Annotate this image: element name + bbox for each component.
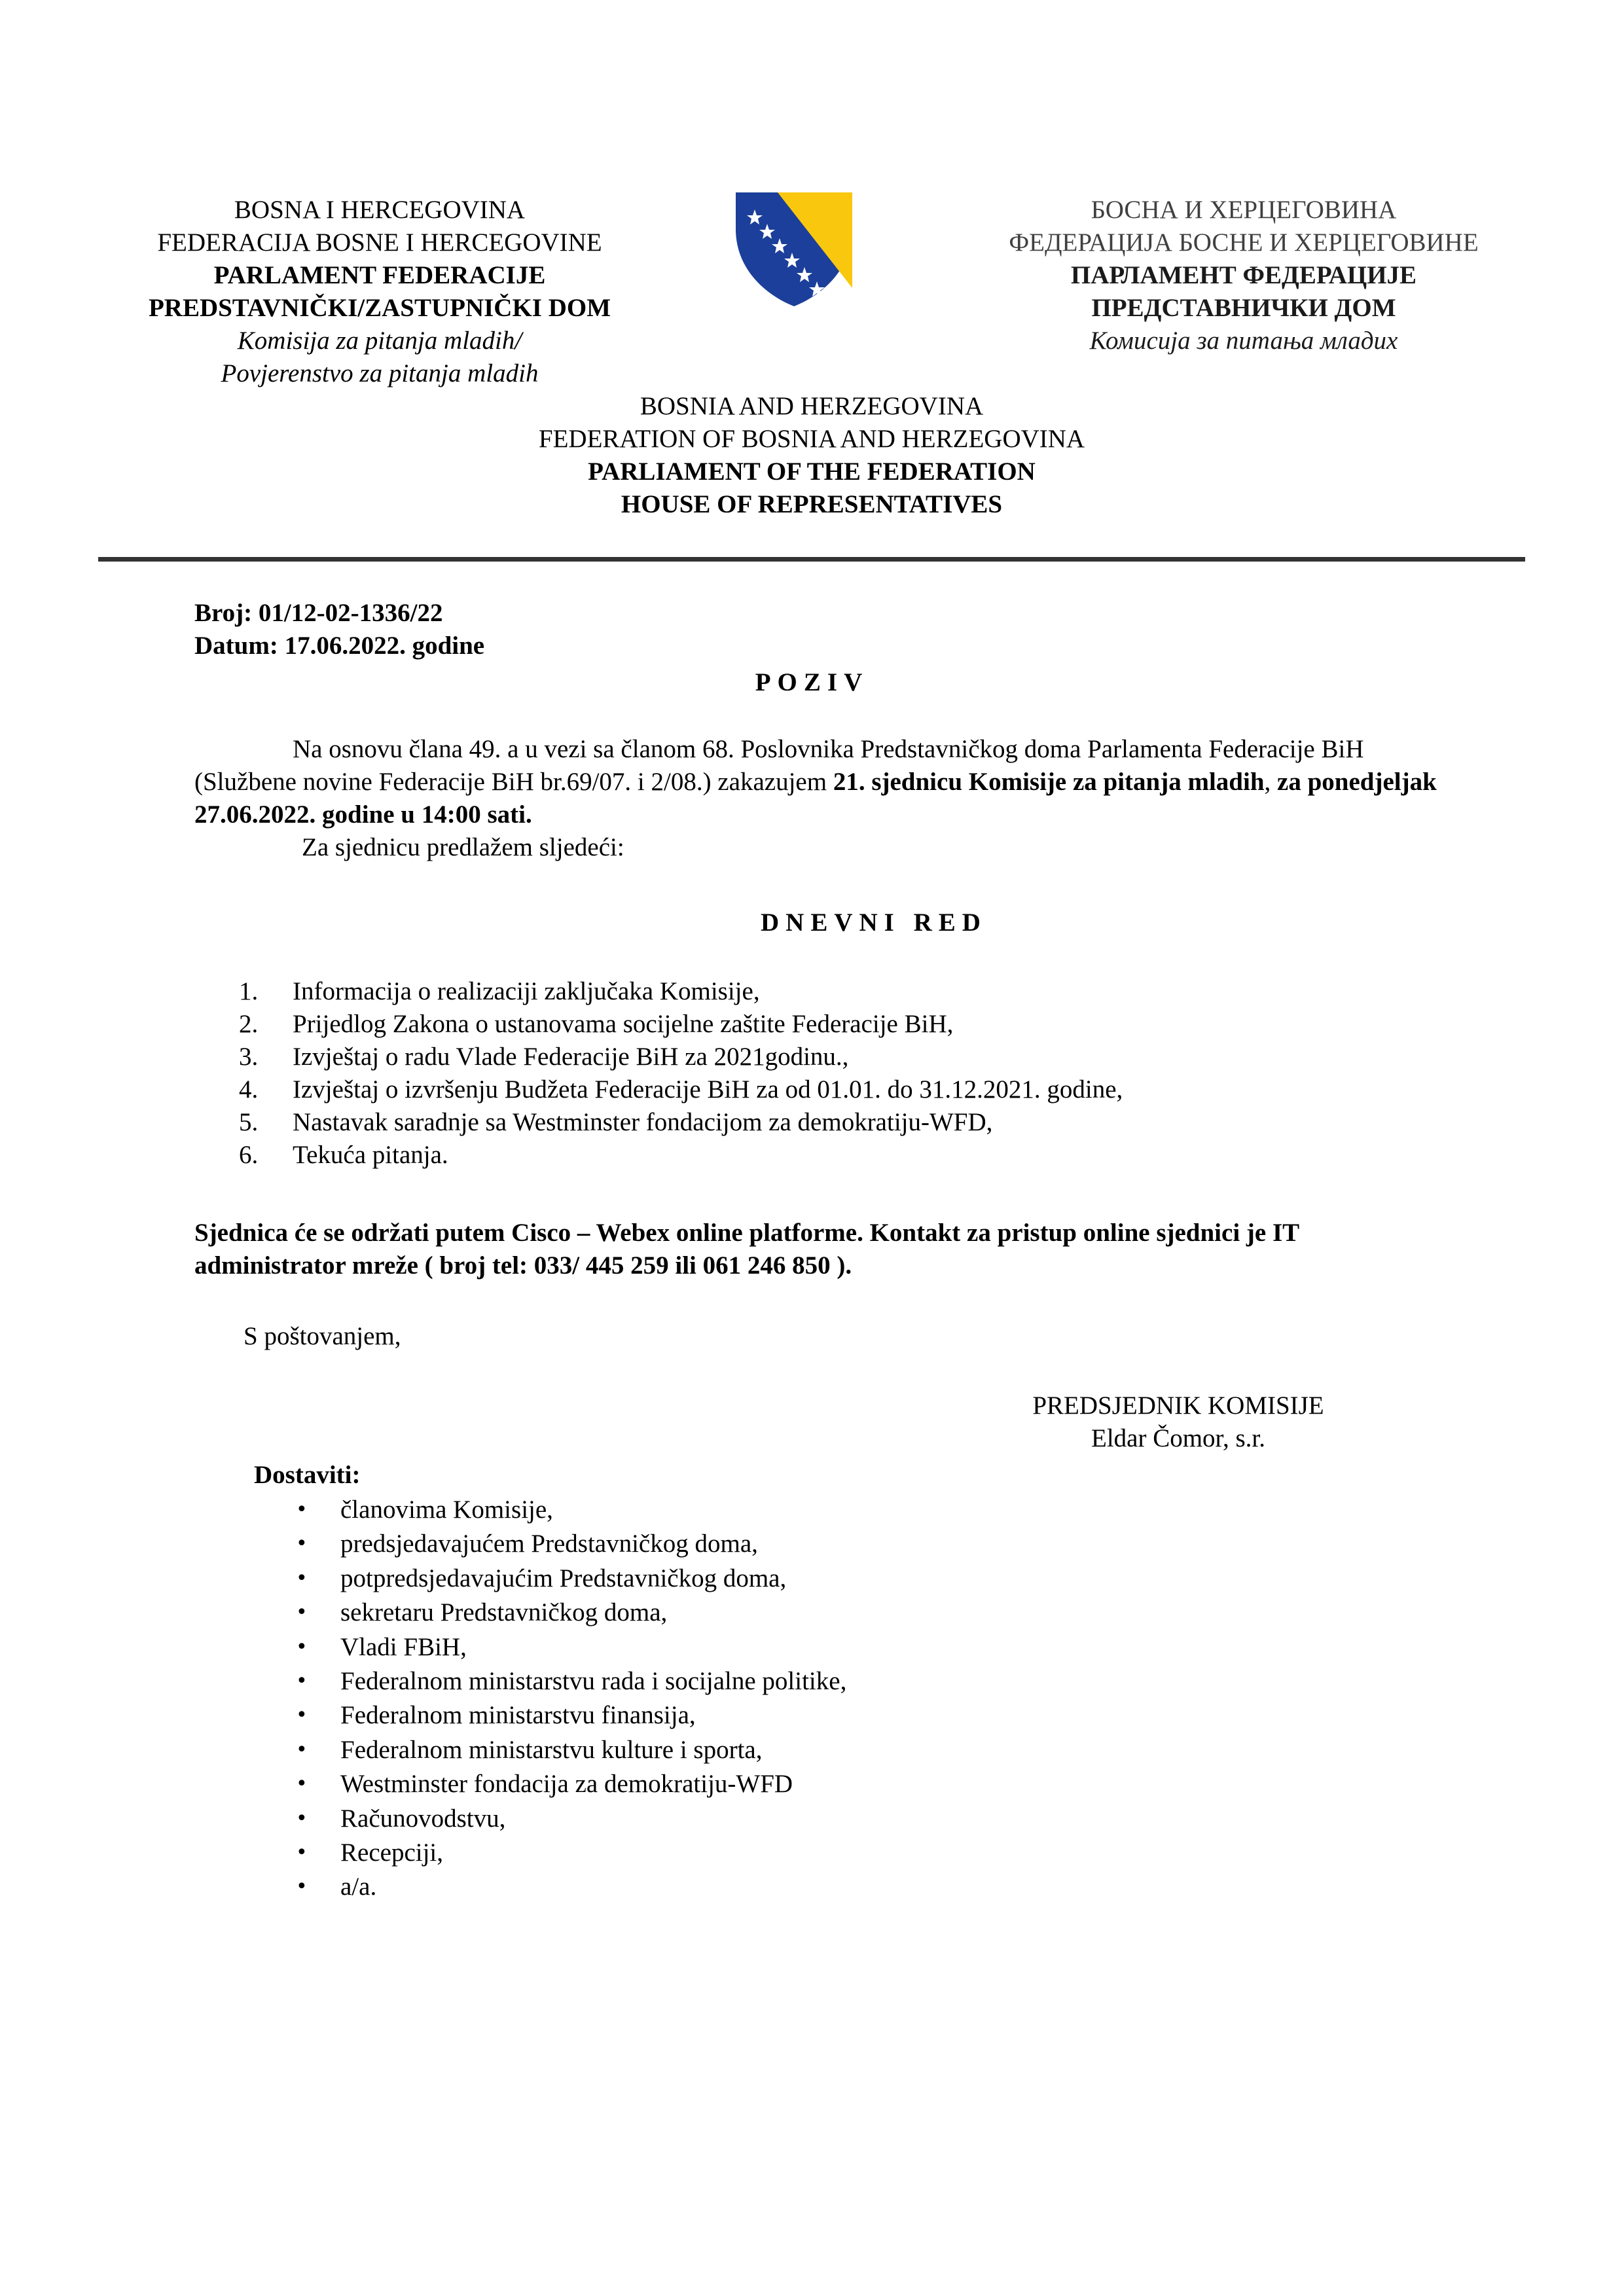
delivery-item bbox=[0, 1871, 1624, 1905]
agenda-item-number: 2. bbox=[239, 1010, 259, 1038]
header-right-line: БОСНА И ХЕРЦЕГОВИНА bbox=[1091, 196, 1397, 224]
delivery-title: Dostaviti: bbox=[254, 1461, 361, 1489]
bullet-icon: • bbox=[296, 1498, 308, 1521]
document-title: POZIV bbox=[755, 668, 869, 696]
agenda-item bbox=[0, 1106, 1624, 1139]
agenda-item-number: 6. bbox=[239, 1141, 259, 1169]
agenda-item-text: Prijedlog Zakona o ustanovama socijelne zaštite Federacije BiH, bbox=[293, 1010, 954, 1038]
bullet-icon: • bbox=[296, 1806, 308, 1830]
header-left-block bbox=[79, 194, 681, 389]
header-right-line: Комисија за питања младих bbox=[1089, 326, 1398, 355]
intro-proposal-text: Za sjednicu predlažem sljedeći: bbox=[302, 833, 624, 861]
delivery-item-text: Federalnom ministarstvu rada i socijalne politike, bbox=[340, 1666, 847, 1695]
header-english-line: HOUSE OF REPRESENTATIVES bbox=[621, 490, 1003, 518]
delivery-item-text: predsjedavajućem Predstavničkog doma, bbox=[340, 1530, 758, 1558]
greeting: S poštovanjem, bbox=[244, 1322, 401, 1350]
header-left-line: Povjerenstvo za pitanja mladih bbox=[221, 359, 539, 387]
delivery-item-text: a/a. bbox=[340, 1873, 377, 1901]
delivery-item bbox=[0, 1494, 1624, 1528]
agenda-list bbox=[0, 975, 1624, 1172]
delivery-list bbox=[0, 1494, 1624, 1905]
delivery-item bbox=[0, 1837, 1624, 1871]
delivery-item-text: Federalnom ministarstvu kulture i sporta, bbox=[340, 1735, 763, 1764]
signature-title: PREDSJEDNIK KOMISIJE bbox=[1032, 1391, 1324, 1420]
bullet-icon: • bbox=[296, 1772, 308, 1796]
bullet-icon: • bbox=[296, 1532, 308, 1556]
header-english-line: FEDERATION OF BOSNIA AND HERZEGOVINA bbox=[538, 424, 1085, 453]
delivery-item bbox=[0, 1528, 1624, 1562]
delivery-item-text: Federalnom ministarstvu finansija, bbox=[340, 1701, 696, 1730]
coat-of-arms-icon bbox=[732, 190, 856, 308]
agenda-item-text: Informacija o realizaciji zaključaka Komisije, bbox=[293, 977, 760, 1005]
delivery-item-text: članovima Komisije, bbox=[340, 1496, 553, 1524]
delivery-item bbox=[0, 1768, 1624, 1802]
agenda-item bbox=[0, 975, 1624, 1008]
bullet-icon: • bbox=[296, 1738, 308, 1761]
agenda-item-text: Tekuća pitanja. bbox=[293, 1141, 448, 1169]
intro-paragraph bbox=[194, 733, 1438, 831]
agenda-item bbox=[0, 1073, 1624, 1106]
delivery-item bbox=[0, 1665, 1624, 1699]
intro-date-time: za ponedjeljak 27.06.2022. godine u 14:00 sati. bbox=[194, 767, 1437, 829]
bullet-icon: • bbox=[296, 1566, 308, 1590]
bullet-icon: • bbox=[296, 1669, 308, 1693]
delivery-item bbox=[0, 1699, 1624, 1733]
header-right-block bbox=[943, 194, 1545, 357]
agenda-item-number: 1. bbox=[239, 977, 259, 1005]
delivery-item-text: potpredsjedavajućim Predstavničkog doma, bbox=[340, 1564, 787, 1592]
agenda-item bbox=[0, 1008, 1624, 1041]
document-number: Broj: 01/12-02-1336/22 bbox=[194, 599, 443, 627]
document-meta bbox=[194, 597, 980, 662]
header-left-line: FEDERACIJA BOSNE I HERCEGOVINE bbox=[157, 228, 602, 257]
delivery-item bbox=[0, 1734, 1624, 1768]
header-right-line: ПАРЛАМЕНТ ФЕДЕРАЦИЈЕ bbox=[1070, 260, 1417, 289]
agenda-item bbox=[0, 1139, 1624, 1172]
bullet-icon: • bbox=[296, 1601, 308, 1624]
delivery-item bbox=[0, 1631, 1624, 1665]
bullet-icon: • bbox=[296, 1635, 308, 1659]
delivery-item bbox=[0, 1562, 1624, 1596]
header-english-line: PARLIAMENT OF THE FEDERATION bbox=[588, 457, 1036, 486]
agenda-item-text: Nastavak saradnje sa Westminster fondacijom za demokratiju-WFD, bbox=[293, 1108, 993, 1136]
agenda-item bbox=[0, 1041, 1624, 1073]
delivery-item-text: Računovodstvu, bbox=[340, 1804, 506, 1833]
intro-text bbox=[194, 733, 1438, 864]
delivery-item bbox=[0, 1803, 1624, 1837]
agenda-item-number: 3. bbox=[239, 1043, 259, 1071]
delivery-item-text: Vladi FBiH, bbox=[340, 1632, 467, 1661]
agenda-item-text: Izvještaj o izvršenju Budžeta Federacije BiH za od 01.01. do 31.12.2021. godine, bbox=[293, 1075, 1123, 1103]
header-left-line: PARLAMENT FEDERACIJE bbox=[213, 260, 546, 289]
delivery-item-text: Westminster fondacija za demokratiju-WFD bbox=[340, 1770, 793, 1799]
header-left-line: PREDSTAVNIČKI/ZASTUPNIČKI DOM bbox=[148, 293, 611, 322]
document-date: Datum: 17.06.2022. godine bbox=[194, 631, 485, 660]
signature-block bbox=[916, 1390, 1440, 1455]
intro-session: 21. sjednicu Komisije za pitanja mladih bbox=[833, 767, 1265, 796]
intro-proposal bbox=[194, 831, 1438, 864]
bullet-icon: • bbox=[296, 1875, 308, 1899]
delivery-item bbox=[0, 1596, 1624, 1630]
header-english-line: BOSNIA AND HERZEGOVINA bbox=[640, 392, 984, 420]
online-session-notice: Sjednica će se održati putem Cisco – Webex online platforme. Kontakt za pristup online sjednici je IT administrator mreže ( broj tel: 033/ 445 259 ili 061 246 850 ). bbox=[194, 1219, 1299, 1280]
agenda-item-text: Izvještaj o radu Vlade Federacije BiH za 2021godinu., bbox=[293, 1043, 849, 1071]
agenda-item-number: 5. bbox=[239, 1108, 259, 1136]
bullet-icon: • bbox=[296, 1704, 308, 1727]
agenda-item-number: 4. bbox=[239, 1075, 259, 1103]
header-right-line: ФЕДЕРАЦИЈА БОСНЕ И ХЕРЦЕГОВИНЕ bbox=[1009, 228, 1479, 257]
agenda-title: DNEVNI RED bbox=[761, 908, 987, 937]
intro-text-a: Na osnovu člana 49. a u vezi sa članom 68. Poslovnika Predstavničkog doma Parlamenta Federacije BiH (Službene novine Federacije BiH br.69/07. i 2/08.) zakazujem bbox=[194, 735, 1364, 796]
header-english-block bbox=[419, 390, 1204, 521]
header-divider bbox=[98, 557, 1525, 562]
header-left-line: BOSNA I HERCEGOVINA bbox=[234, 196, 526, 224]
delivery-item-text: Recepciji, bbox=[340, 1838, 444, 1867]
delivery-item-text: sekretaru Predstavničkog doma, bbox=[340, 1598, 668, 1627]
bullet-icon: • bbox=[296, 1840, 308, 1864]
intro-text-c: , bbox=[1264, 767, 1278, 796]
header-left-line: Komisija za pitanja mladih/ bbox=[237, 326, 522, 355]
signature-name: Eldar Čomor, s.r. bbox=[1091, 1424, 1265, 1452]
header-right-line: ПРЕДСТАВНИЧКИ ДОМ bbox=[1091, 293, 1396, 322]
